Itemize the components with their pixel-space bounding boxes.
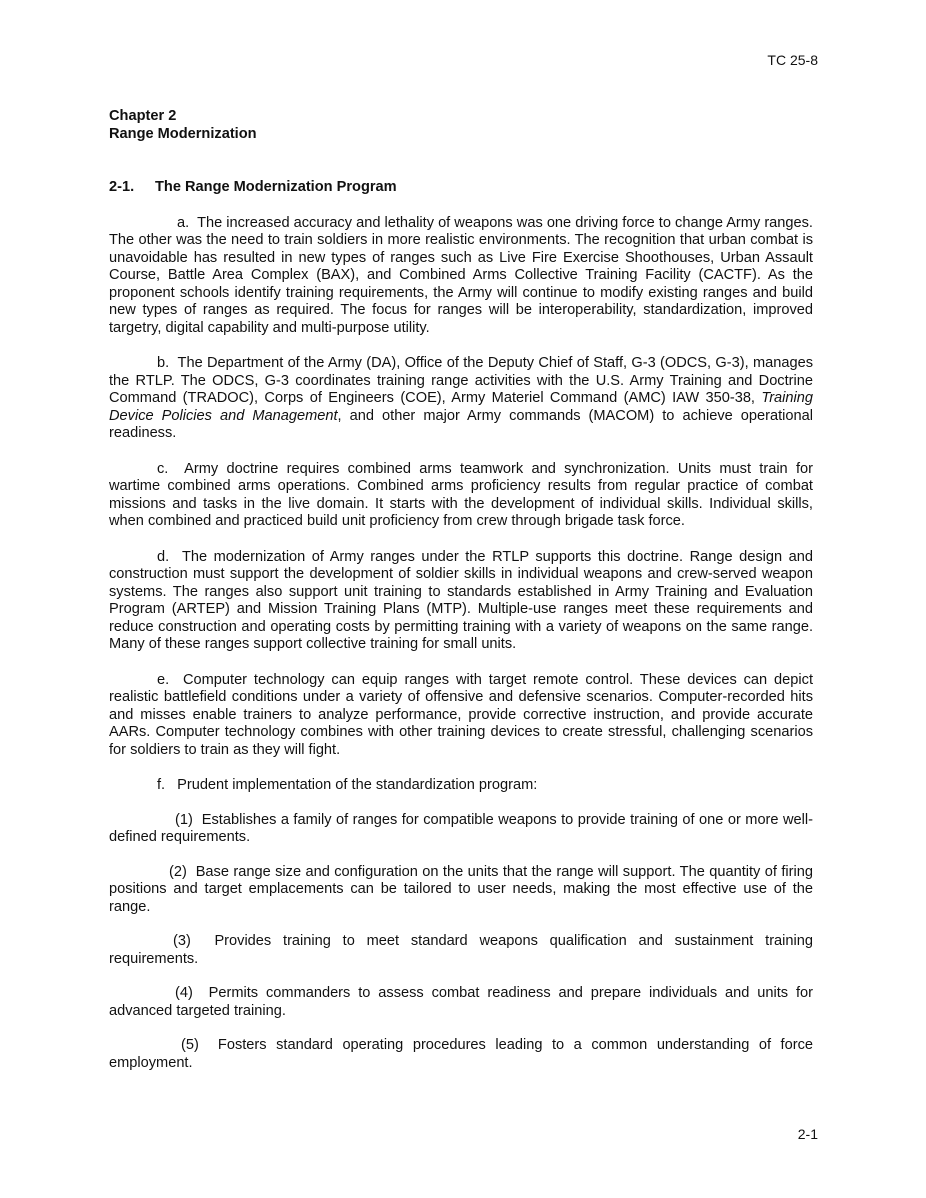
subitem-1 (109, 812, 813, 847)
subitem-3 (109, 933, 813, 968)
running-header: TC 25-8 (767, 52, 818, 68)
section-heading (109, 179, 813, 197)
subitem-3-label: (3) (173, 933, 191, 949)
paragraph-a (109, 215, 813, 338)
paragraph-c-label: c. (157, 460, 169, 477)
paragraph-f (109, 777, 813, 795)
paragraph-b-text-before: The Department of the Army (DA), Office of the Deputy Chief of Staff, G-3 (ODCS, G-3), manages the RTLP. The ODCS, G-3 coordinates training range activities with the U.S. Army Training and Doctrine Command (TRADOC), Corps of Engineers (COE), Army Materiel Command (AMC) IAW 350-38, (109, 355, 813, 406)
subitem-1-label: (1) (175, 811, 193, 828)
paragraph-e-text: Computer technology can equip ranges with target remote control. These devices can depict realistic battlefield conditions under a variety of offensive and defensive scenarios. Computer-recorded hits and misses enable trainers to analyze performance, provide corrective instruction, and provide accurate AARs. Computer technology combines with other training devices to create stressful, challenging scenarios for soldiers to train as they will fight. (109, 671, 814, 758)
chapter-number: Chapter 2 (109, 108, 177, 124)
paragraph-d (109, 549, 813, 654)
paragraph-b-label: b. (157, 355, 170, 371)
section-number: 2-1. (109, 179, 135, 195)
paragraph-b-text-after: , and other major Army commands (MACOM) to achieve operational readiness. (109, 407, 814, 441)
page-number: 2-1 (797, 1126, 818, 1142)
paragraph-b (109, 355, 813, 443)
subitem-4-text: Permits commanders to assess combat readiness and prepare individuals and units for advanced targeted training. (109, 985, 814, 1019)
page-body (109, 108, 813, 1072)
subitem-5 (109, 1037, 813, 1072)
paragraph-d-text: The modernization of Army ranges under the RTLP supports this doctrine. Range design and construction must support the development of soldier skills in individual weapons and crew-served weapon systems. The ranges also support unit training to standards established in Army Training and Evaluation Program (ARTEP) and Mission Training Plans (MTP). Multiple-use ranges meet these requirements and reduce construction and operating costs by permitting training with a variety of weapons on the same range. Many of these ranges support collective training for small units. (109, 548, 813, 652)
paragraph-d-label: d. (157, 548, 170, 565)
paragraph-c (109, 461, 813, 531)
paragraph-a-label: a. (177, 214, 190, 231)
paragraph-e-label: e. (157, 671, 170, 688)
paragraph-b-publication-title: Training Device Policies and Management (109, 390, 813, 424)
subitem-2 (109, 864, 813, 917)
subitem-2-text: Base range size and configuration on the units that the range will support. The quantity of firing positions and target emplacements can be tailored to user needs, making the most effective use of the range. (109, 863, 813, 915)
subitem-4-label: (4) (175, 985, 193, 1001)
paragraph-f-text: Prudent implementation of the standardization program: (177, 777, 538, 793)
subitem-1-text: Establishes a family of ranges for compatible weapons to provide training of one or more well-defined requirements. (109, 811, 813, 845)
section-title: The Range Modernization Program (155, 179, 397, 195)
subitem-5-text: Fosters standard operating procedures leading to a common understanding of force employment. (109, 1037, 814, 1071)
paragraph-e (109, 672, 813, 760)
subitem-2-label: (2) (169, 863, 187, 880)
subitem-3-text: Provides training to meet standard weapons qualification and sustainment training requirements. (109, 933, 814, 967)
chapter-title: Range Modernization (109, 125, 257, 142)
paragraph-f-label: f. (157, 777, 166, 793)
paragraph-a-text: The increased accuracy and lethality of weapons was one driving force to change Army ranges. The other was the need to train soldiers in more realistic environments. The recognition that urban combat is unavoidable has resulted in new types of ranges such as Live Fire Exercise Shoothouses, Urban Assault Course, Battle Area Complex (BAX), and Combined Arms Collective Training Facility (CACTF). As the proponent schools identify training requirements, the Army will continue to modify existing ranges and build new types of ranges as required. The focus for ranges will be interoperability, standardization, improved targetry, digital capability and multi-purpose utility. (109, 214, 813, 336)
subitem-4 (109, 985, 813, 1020)
subitem-5-label: (5) (181, 1037, 199, 1053)
paragraph-c-text: Army doctrine requires combined arms teamwork and synchronization. Units must train for wartime combined arms operations. Combined arms proficiency results from regular practice of combat missions and tasks in the live domain. It starts with the development of individual skills. Individual skills, when combined and practiced build unit proficiency from crew through brigade task force. (109, 460, 813, 529)
